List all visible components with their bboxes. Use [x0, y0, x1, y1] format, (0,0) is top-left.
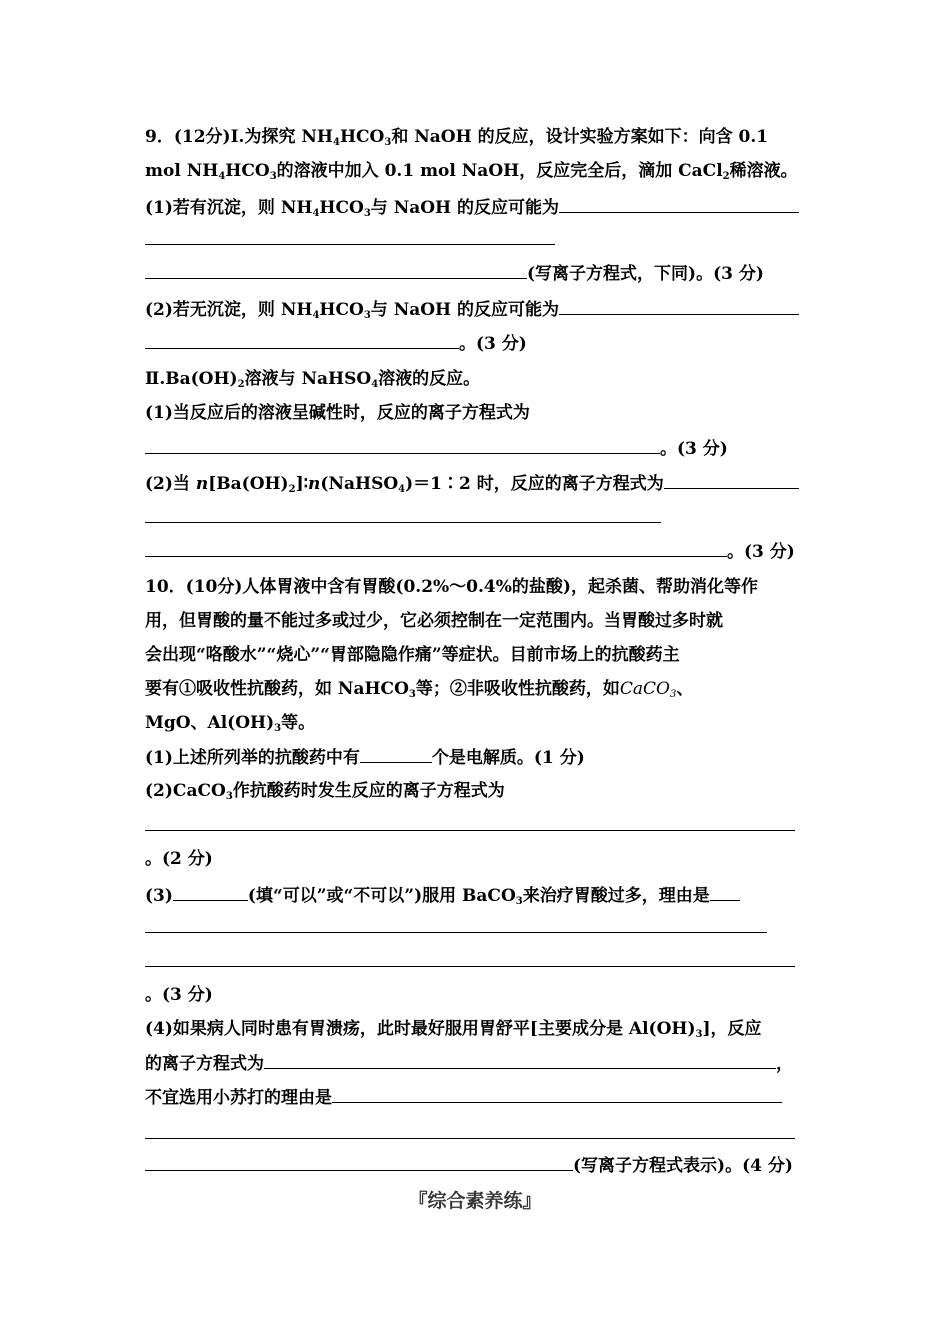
answer-blank[interactable] — [264, 1052, 776, 1069]
q9-section2-title: $Ⅱ.Ba(OH)_2$溶液与 NaHSO$_4$溶液的反应。 — [145, 369, 481, 390]
bracket-open: 『 — [408, 1190, 428, 1212]
q9-section2-part2-end: 。(3 分) — [145, 540, 810, 562]
q9-section2-part1-end: 。(3 分) — [145, 437, 810, 459]
q10-part4-end: (写离子方程式表示)。(4 分) — [145, 1154, 810, 1176]
answer-blank[interactable] — [173, 884, 248, 901]
answer-blank[interactable] — [145, 262, 527, 279]
answer-blank[interactable] — [664, 472, 799, 489]
q9-section2-part2: (2)当 $n[Ba(OH)_2]∶n(NaHSO_4)=1∶2$ 时，反应的离子方程式为 — [145, 472, 810, 494]
q10-part4-line-2: 的离子方程式为 ， — [145, 1054, 793, 1074]
answer-blank[interactable] — [559, 298, 799, 315]
q10-line-3: 会出现“咯酸水”“烧心”“胃部隐隐作痛”等症状。目前市场上的抗酸药主 — [145, 645, 680, 665]
q10-line-4: 要有①吸收性抗酸药，如 NaHCO$_3$等；②非吸收性抗酸药，如CaCO$_3$、 — [145, 679, 694, 700]
q10-part3: (3) (填“可以”或“不可以”)服用 BaCO$_3$来治疗胃酸过多，理由是 — [145, 884, 810, 906]
answer-blank[interactable] — [710, 884, 740, 901]
section-heading — [0, 1186, 950, 1213]
q10-line-2: 用，但胃酸的量不能过多或过少，它必须控制在一定范围内。当胃酸过多时就 — [145, 611, 723, 631]
answer-blank[interactable] — [332, 1086, 782, 1103]
section-heading-text: 综合素养练 — [427, 1190, 523, 1212]
answer-line[interactable] — [145, 1138, 795, 1139]
bracket-close: 』 — [522, 1190, 542, 1212]
answer-line[interactable] — [145, 966, 795, 967]
q9-part1-end: (写离子方程式，下同)。(3 分) — [145, 262, 810, 284]
q9-part1: (1)若有沉淀，则 $NH_4HCO_3$与 NaOH 的反应可能为 — [145, 196, 810, 218]
answer-blank[interactable] — [145, 540, 727, 557]
q9-part2: (2)若无沉淀，则 $NH_4HCO_3$与 NaOH 的反应可能为 — [145, 298, 810, 320]
q10-part4-line-1: (4)如果病人同时患有胃溃疡，此时最好服用胃舒平[主要成分是 $Al(OH)_3$]，反应 — [145, 1019, 762, 1040]
q10-part3-end: 。(3 分) — [145, 985, 213, 1005]
answer-blank[interactable] — [559, 196, 799, 213]
answer-line[interactable] — [145, 932, 767, 933]
q10-part2-end: 。(2 分) — [145, 849, 213, 869]
answer-blank[interactable] — [360, 746, 432, 763]
q10-part2: (2)CaCO$_3$作抗酸药时发生反应的离子方程式为 — [145, 781, 505, 802]
answer-blank[interactable] — [145, 332, 459, 349]
answer-line[interactable] — [145, 244, 555, 245]
q9-part2-end: 。(3 分) — [145, 332, 810, 354]
q10-part1: (1)上述所列举的抗酸药中有 个是电解质。(1 分) — [145, 748, 585, 768]
q9-section2-part1: (1)当反应后的溶液呈碱性时，反应的离子方程式为 — [145, 403, 530, 423]
q10-line-1: 10．(10分)人体胃液中含有胃酸(0.2%～0.4%的盐酸)，起杀菌、帮助消化等作 — [145, 577, 758, 597]
answer-line[interactable] — [145, 830, 795, 831]
answer-blank[interactable] — [145, 437, 660, 454]
answer-blank[interactable] — [145, 1154, 573, 1171]
answer-line[interactable] — [145, 522, 661, 523]
q10-part4-line-3: 不宜选用小苏打的理由是 — [145, 1086, 810, 1108]
q10-line-5: MgO、$Al(OH)_3$等。 — [145, 713, 316, 734]
q9-line-1: 9．(12分)Ⅰ.为探究 $NH_4HCO_3$和 NaOH 的反应，设计实验方案如下：向含 0.1 — [145, 127, 769, 148]
q9-line-2: mol $NH_4HCO_3$的溶液中加入 0.1 mol NaOH，反应完全后，滴加 CaCl$_2$稀溶液。 — [145, 161, 798, 182]
